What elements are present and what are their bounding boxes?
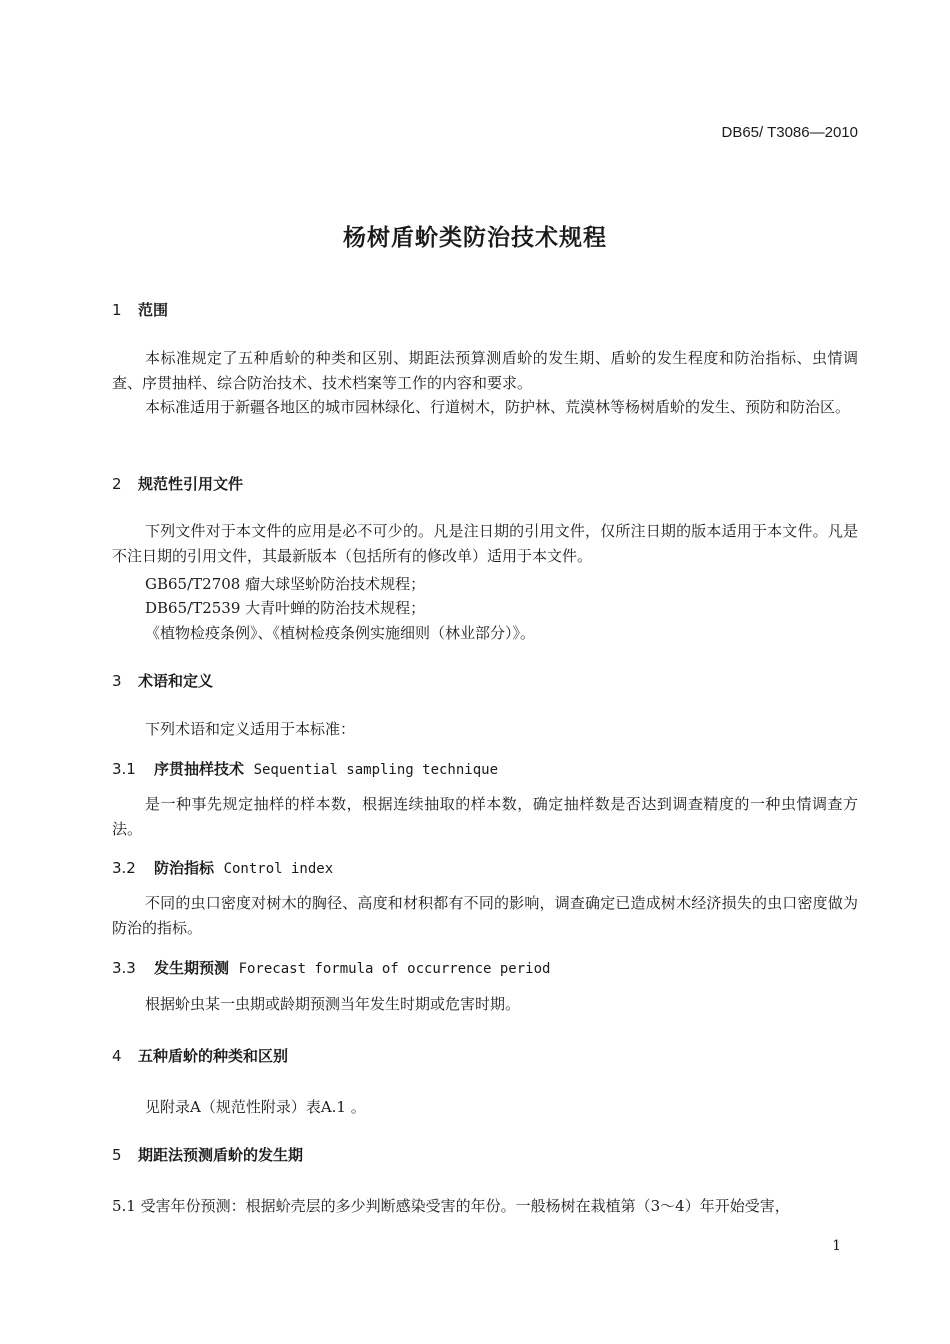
section-5-number: 5 xyxy=(112,1146,122,1164)
section-2-title: 规范性引用文件 xyxy=(138,475,244,493)
section-5-paragraph: 5.1 受害年份预测：根据蚧壳层的多少判断感染受害的年份。一般杨树在栽植第（3～4）年开始受害， xyxy=(112,1197,790,1215)
section-2-number: 2 xyxy=(112,475,122,493)
term-3-2-heading xyxy=(112,857,333,878)
page-number: 1 xyxy=(832,1238,841,1254)
section-3-heading xyxy=(112,670,213,691)
section-4-title: 五种盾蚧的种类和区别 xyxy=(138,1047,289,1065)
term-number: 3.2 xyxy=(112,859,136,877)
section-1-heading xyxy=(112,299,168,320)
section-4-paragraph: 见附录A（规范性附录）表A.1 。 xyxy=(145,1098,366,1116)
term-chinese-name: 发生期预测 xyxy=(154,959,230,977)
section-5-title: 期距法预测盾蚧的发生期 xyxy=(138,1146,304,1164)
section-4-number: 4 xyxy=(112,1047,122,1065)
term-number: 3.3 xyxy=(112,959,136,977)
term-3-2-definition: 不同的虫口密度对树木的胸径、高度和材积都有不同的影响，调查确定已造成树木经济损失的虫口密度做为防治的指标。 xyxy=(112,894,858,937)
section-1-paragraph-1: 本标准规定了五种盾蚧的种类和区别、期距法预算测盾蚧的发生期、盾蚧的发生程度和防治指标、虫情调查、序贯抽样、综合防治技术、技术档案等工作的内容和要求。 xyxy=(112,349,858,392)
section-3-intro: 下列术语和定义适用于本标准： xyxy=(145,720,356,738)
reference-item: 《植物检疫条例》、《植树检疫条例实施细则（林业部分）》。 xyxy=(145,624,536,642)
document-number: DB65/ T3086—2010 xyxy=(721,124,858,141)
term-chinese-name: 防治指标 xyxy=(154,859,215,877)
reference-item: DB65/T2539 大青叶蝉的防治技术规程； xyxy=(145,599,426,617)
section-4-heading xyxy=(112,1045,288,1066)
term-chinese-name: 序贯抽样技术 xyxy=(154,760,245,778)
section-2-paragraph-1: 下列文件对于本文件的应用是必不可少的。凡是注日期的引用文件，仅所注日期的版本适用于本文件。凡是不注日期的引用文件，其最新版本（包括所有的修改单）适用于本文件。 xyxy=(112,522,858,565)
section-3-number: 3 xyxy=(112,672,122,690)
section-3-title: 术语和定义 xyxy=(138,672,214,690)
term-english-name: Sequential sampling technique xyxy=(253,762,498,778)
page-title: 杨树盾蚧类防治技术规程 xyxy=(343,225,607,251)
term-3-3-heading xyxy=(112,957,550,978)
section-2-heading xyxy=(112,473,243,494)
section-5-heading xyxy=(112,1144,303,1165)
term-3-3-definition: 根据蚧虫某一虫期或龄期预测当年发生时期或危害时期。 xyxy=(145,995,521,1013)
term-3-1-definition: 是一种事先规定抽样的样本数，根据连续抽取的样本数，确定抽样数是否达到调查精度的一种虫情调查方法。 xyxy=(112,795,858,838)
term-english-name: Forecast formula of occurrence period xyxy=(238,961,551,977)
term-number: 3.1 xyxy=(112,760,136,778)
section-1-number: 1 xyxy=(112,301,122,319)
reference-item: GB65/T2708 瘤大球坚蚧防治技术规程； xyxy=(145,575,426,593)
term-english-name: Control index xyxy=(223,861,334,877)
section-1-title: 范围 xyxy=(138,301,169,319)
term-3-1-heading xyxy=(112,758,498,779)
section-1-paragraph-2: 本标准适用于新疆各地区的城市园林绿化、行道树木，防护林、荒漠林等杨树盾蚧的发生、预防和防治区。 xyxy=(145,398,851,416)
